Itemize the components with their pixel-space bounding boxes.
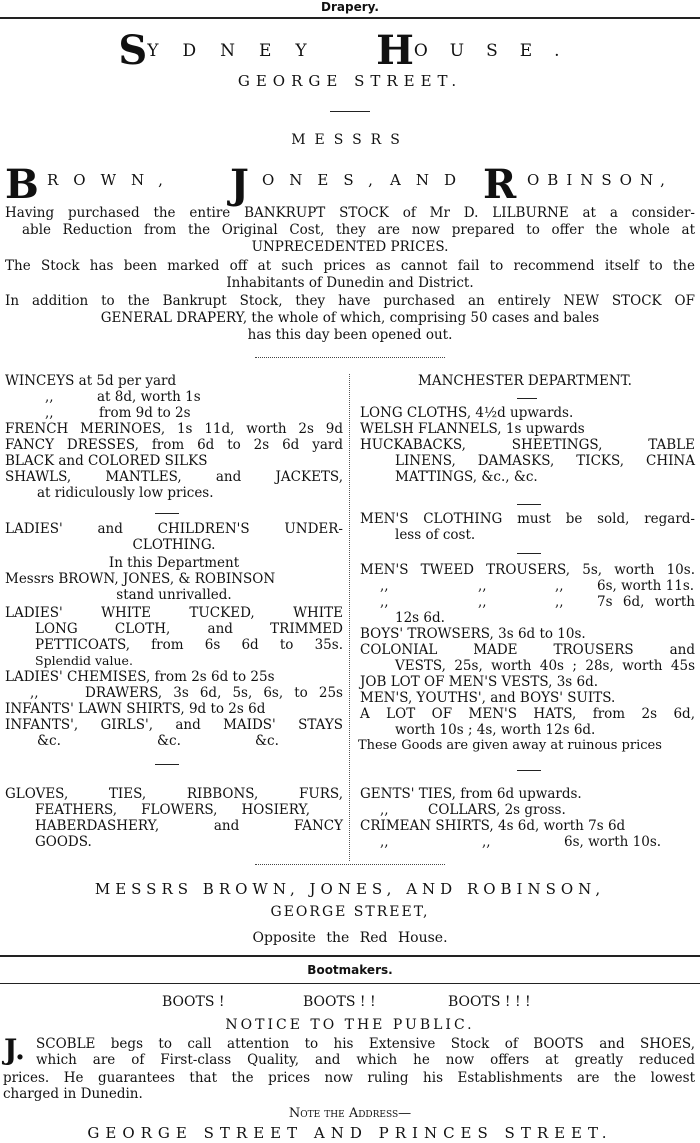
list-item: COLONIAL MADE TROUSERS and [360, 642, 695, 658]
initial-j-scoble: J. [4, 1033, 25, 1066]
list-item: from 9d to 2s [99, 405, 191, 421]
list-item: Splendid value. [35, 653, 133, 668]
divider [517, 553, 541, 554]
list-item: WELSH FLANNELS, 1s upwards [360, 421, 585, 437]
list-item: INFANTS' LAWN SHIRTS, 9d to 2s 6d [5, 701, 266, 717]
initial-s: S [118, 27, 148, 74]
house-title [0, 27, 700, 74]
list-item: PETTICOATS, from 6s 6d to 35s. [35, 637, 343, 653]
list-item: WINCEYS at 5d per yard [5, 373, 177, 389]
list-item: LONG CLOTHS, 4½d upwards. [360, 405, 574, 421]
list-item: at ridiculously low prices. [37, 485, 214, 501]
list-item: GOODS. [35, 834, 92, 850]
initial-r: R [483, 161, 517, 208]
ditto-mark: ,, [380, 578, 389, 594]
intro-line-2: able Reduction from the Original Cost, they are now prepared to offer the whole at [22, 222, 695, 238]
list-item: INFANTS', GIRLS', and MAIDS' STAYS [5, 717, 343, 733]
ditto-mark: ,, [478, 578, 487, 594]
list-item: at 8d, worth 1s [97, 389, 201, 405]
initial-h: H [376, 27, 414, 74]
firm-b-rest: ROWN, [47, 171, 178, 189]
list-item: SHAWLS, MANTLES, and JACKETS, [5, 469, 343, 485]
scoble-line-3: prices. He guarantees that the prices now ruling his Establishments are the lowest [3, 1070, 695, 1086]
divider [155, 764, 179, 765]
firm-name [5, 161, 695, 208]
manchester-title: MANCHESTER DEPARTMENT. [418, 373, 632, 389]
list-item: 7s 6d, worth [597, 594, 695, 610]
ditto-mark: ,, [380, 594, 389, 610]
list-item: CRIMEAN SHIRTS, 4s 6d, worth 7s 6d [360, 818, 626, 834]
list-item: LONG CLOTH, and TRIMMED [35, 621, 343, 637]
section-header-bootmakers: Bootmakers. [307, 963, 393, 977]
header-rule [0, 17, 700, 19]
house-word2: OUSE. [413, 41, 582, 61]
list-item: less of cost. [395, 527, 476, 543]
list-item: COLLARS, 2s gross. [428, 802, 566, 818]
ditto-mark: ,, [555, 578, 564, 594]
list-item: MATTINGS, &c., &c. [395, 469, 538, 485]
scoble-line-4: charged in Dunedin. [3, 1086, 143, 1102]
street-line: GEORGE STREET. [237, 72, 463, 90]
intro-line-4: The Stock has been marked off at such prices as cannot fail to recommend itself to the [5, 258, 695, 274]
list-item: VESTS, 25s, worth 40s ; 28s, worth 45s [395, 658, 695, 674]
messrs-line: MESSRS [291, 132, 409, 148]
boots-3: BOOTS ! ! ! [448, 994, 531, 1010]
divider [155, 513, 179, 514]
list-item: GENTS' TIES, from 6d upwards. [360, 786, 582, 802]
list-item: In this Department [108, 555, 240, 571]
scoble-line-2: which are of First-class Quality, and which he now offers at greatly reduced [36, 1052, 695, 1068]
ditto-mark: ,, [380, 802, 389, 818]
list-item: worth 10s ; 4s, worth 12s 6d. [395, 722, 596, 738]
address-line: GEORGE STREET AND PRINCES STREET. [87, 1124, 613, 1142]
list-item: MEN'S CLOTHING must be sold, regard- [360, 511, 695, 527]
footer-street: GEORGE STREET, [270, 904, 430, 920]
ditto-mark: ,, [30, 685, 39, 701]
firm-and: AND [390, 171, 471, 189]
list-item: MEN'S, YOUTHS', and BOYS' SUITS. [360, 690, 616, 706]
intro-line-6: In addition to the Bankrupt Stock, they have purchased an entirely NEW STOCK OF [5, 293, 695, 309]
list-item: BOYS' TROWSERS, 3s 6d to 10s. [360, 626, 586, 642]
intro-line-3: UNPRECEDENTED PRICES. [251, 239, 449, 255]
boots-2: BOOTS ! ! [303, 994, 376, 1010]
list-item: FANCY DRESSES, from 6d to 2s 6d yard [5, 437, 343, 453]
list-item: FEATHERS, FLOWERS, HOSIERY, [35, 802, 310, 818]
boots-1: BOOTS ! [162, 994, 225, 1010]
list-item: stand unrivalled. [116, 587, 232, 603]
divider [517, 504, 541, 505]
list-item: BLACK and COLORED SILKS [5, 453, 208, 469]
initial-j: J [230, 161, 249, 208]
list-item: Messrs BROWN, JONES, & ROBINSON [5, 571, 276, 587]
scoble-line-1: SCOBLE begs to call attention to his Extensive Stock of BOOTS and SHOES, [36, 1036, 695, 1052]
firm-j-rest: ONES, [262, 171, 388, 189]
notice-line: NOTICE TO THE PUBLIC. [225, 1017, 475, 1033]
list-item: JOB LOT OF MEN'S VESTS, 3s 6d. [360, 674, 599, 690]
divider [517, 770, 541, 771]
list-item: 6s, worth 11s. [597, 578, 695, 594]
ditto-mark: ,, [45, 405, 54, 421]
footer-firm: MESSRS BROWN, JONES, AND ROBINSON, [94, 880, 606, 898]
section-header-drapery: Drapery. [321, 0, 379, 14]
footer-opposite: Opposite the Red House. [252, 930, 448, 946]
footer-divider [255, 864, 445, 865]
etc-mark: &c. [157, 733, 181, 749]
list-item: LADIES' and CHILDREN'S UNDER- [5, 521, 343, 537]
list-item: HABERDASHERY, and FANCY [35, 818, 343, 834]
section-rule [0, 955, 700, 957]
firm-r-rest: OBINSON, [527, 171, 673, 189]
list-item: FRENCH MERINOES, 1s 11d, worth 2s 9d [5, 421, 343, 437]
initial-b: B [5, 161, 39, 208]
list-item: HUCKABACKS, SHEETINGS, TABLE [360, 437, 695, 453]
house-word1: YDNEY [147, 41, 331, 61]
list-item: CLOTHING. [132, 537, 216, 553]
divider [330, 111, 370, 112]
divider [517, 398, 537, 399]
list-item: These Goods are given away at ruinous prices [358, 738, 662, 753]
intro-line-8: has this day been opened out. [247, 327, 453, 343]
etc-mark: &c. [37, 733, 61, 749]
list-item: MEN'S TWEED TROUSERS, 5s, worth 10s. [360, 562, 695, 578]
note-address: Note the Address— [288, 1106, 412, 1121]
intro-line-5: Inhabitants of Dunedin and District. [226, 275, 474, 291]
intro-line-7: GENERAL DRAPERY, the whole of which, comprising 50 cases and bales [100, 310, 600, 326]
list-item: 12s 6d. [395, 610, 445, 626]
list-item: LINENS, DAMASKS, TICKS, CHINA [395, 453, 695, 469]
ditto-mark: ,, [45, 389, 54, 405]
list-item: LADIES' WHITE TUCKED, WHITE [5, 605, 343, 621]
ditto-mark: ,, [380, 834, 389, 850]
column-divider [349, 374, 350, 861]
list-item: GLOVES, TIES, RIBBONS, FURS, [5, 786, 343, 802]
etc-mark: &c. [255, 733, 279, 749]
ditto-mark: ,, [482, 834, 491, 850]
intro-line-1: Having purchased the entire BANKRUPT STOCK of Mr D. LILBURNE at a consider- [5, 205, 695, 221]
ditto-mark: ,, [478, 594, 487, 610]
list-item: DRAWERS, 3s 6d, 5s, 6s, to 25s [85, 685, 343, 701]
list-item: A LOT OF MEN'S HATS, from 2s 6d, [360, 706, 695, 722]
intro-divider [255, 357, 445, 358]
list-item: LADIES' CHEMISES, from 2s 6d to 25s [5, 669, 275, 685]
ditto-mark: ,, [555, 594, 564, 610]
list-item: 6s, worth 10s. [564, 834, 662, 850]
section-rule [0, 983, 700, 984]
